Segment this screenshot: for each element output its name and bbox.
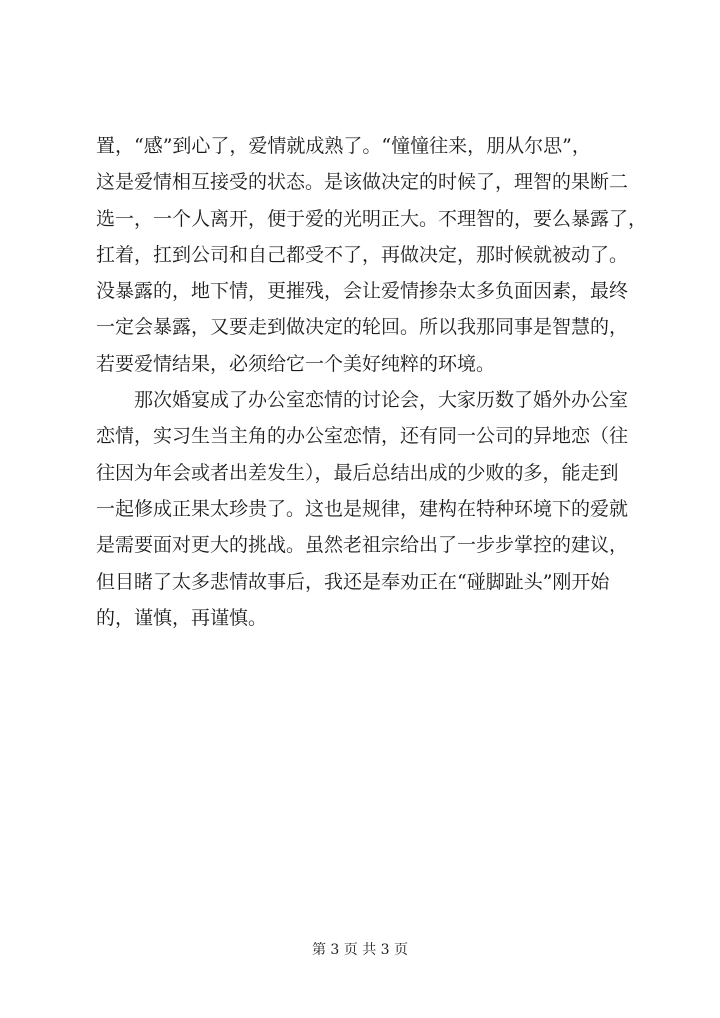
- page-number-footer: 第 3 页 共 3 页: [311, 942, 409, 958]
- text-line: 选一，一个人离开，便于爱的光明正大。不理智的，要么暴露了，: [96, 207, 648, 230]
- text-line: 扛着，扛到公司和自己都受不了，再做决定，那时候就被动了。: [96, 243, 629, 266]
- text-line: 没暴露的，地下情，更摧残，会让爱情掺杂太多负面因素，最终: [96, 280, 629, 303]
- text-line: 恋情，实习生当主角的办公室恋情，还有同一公司的异地恋（往: [96, 425, 629, 448]
- text-line: 一起修成正果太珍贵了。这也是规律，建构在特种环境下的爱就: [96, 497, 629, 520]
- text-line: 但目睹了太多悲情故事后，我还是奉劝正在“碰脚趾头”刚开始: [96, 570, 610, 593]
- text-line: 这是爱情相互接受的状态。是该做决定的时候了，理智的果断二: [96, 171, 629, 194]
- text-line: 置，“感”到心了，爱情就成熟了。“憧憧往来，朋从尔思”，: [96, 135, 591, 157]
- paragraph-start-line: 那次婚宴成了办公室恋情的讨论会，大家历数了婚外办公室: [134, 389, 629, 412]
- text-line: 往因为年会或者出差发生），最后总结出成的少败的多，能走到: [96, 461, 619, 484]
- text-line: 是需要面对更大的挑战。虽然老祖宗给出了一步步掌控的建议，: [96, 534, 629, 557]
- text-line: 的，谨慎，再谨慎。: [96, 606, 268, 629]
- body-text: [96, 128, 656, 636]
- text-line: 若要爱情结果，必须给它一个美好纯粹的环境。: [96, 352, 496, 375]
- text-line: 一定会暴露，又要走到做决定的轮回。所以我那同事是智慧的，: [96, 316, 629, 339]
